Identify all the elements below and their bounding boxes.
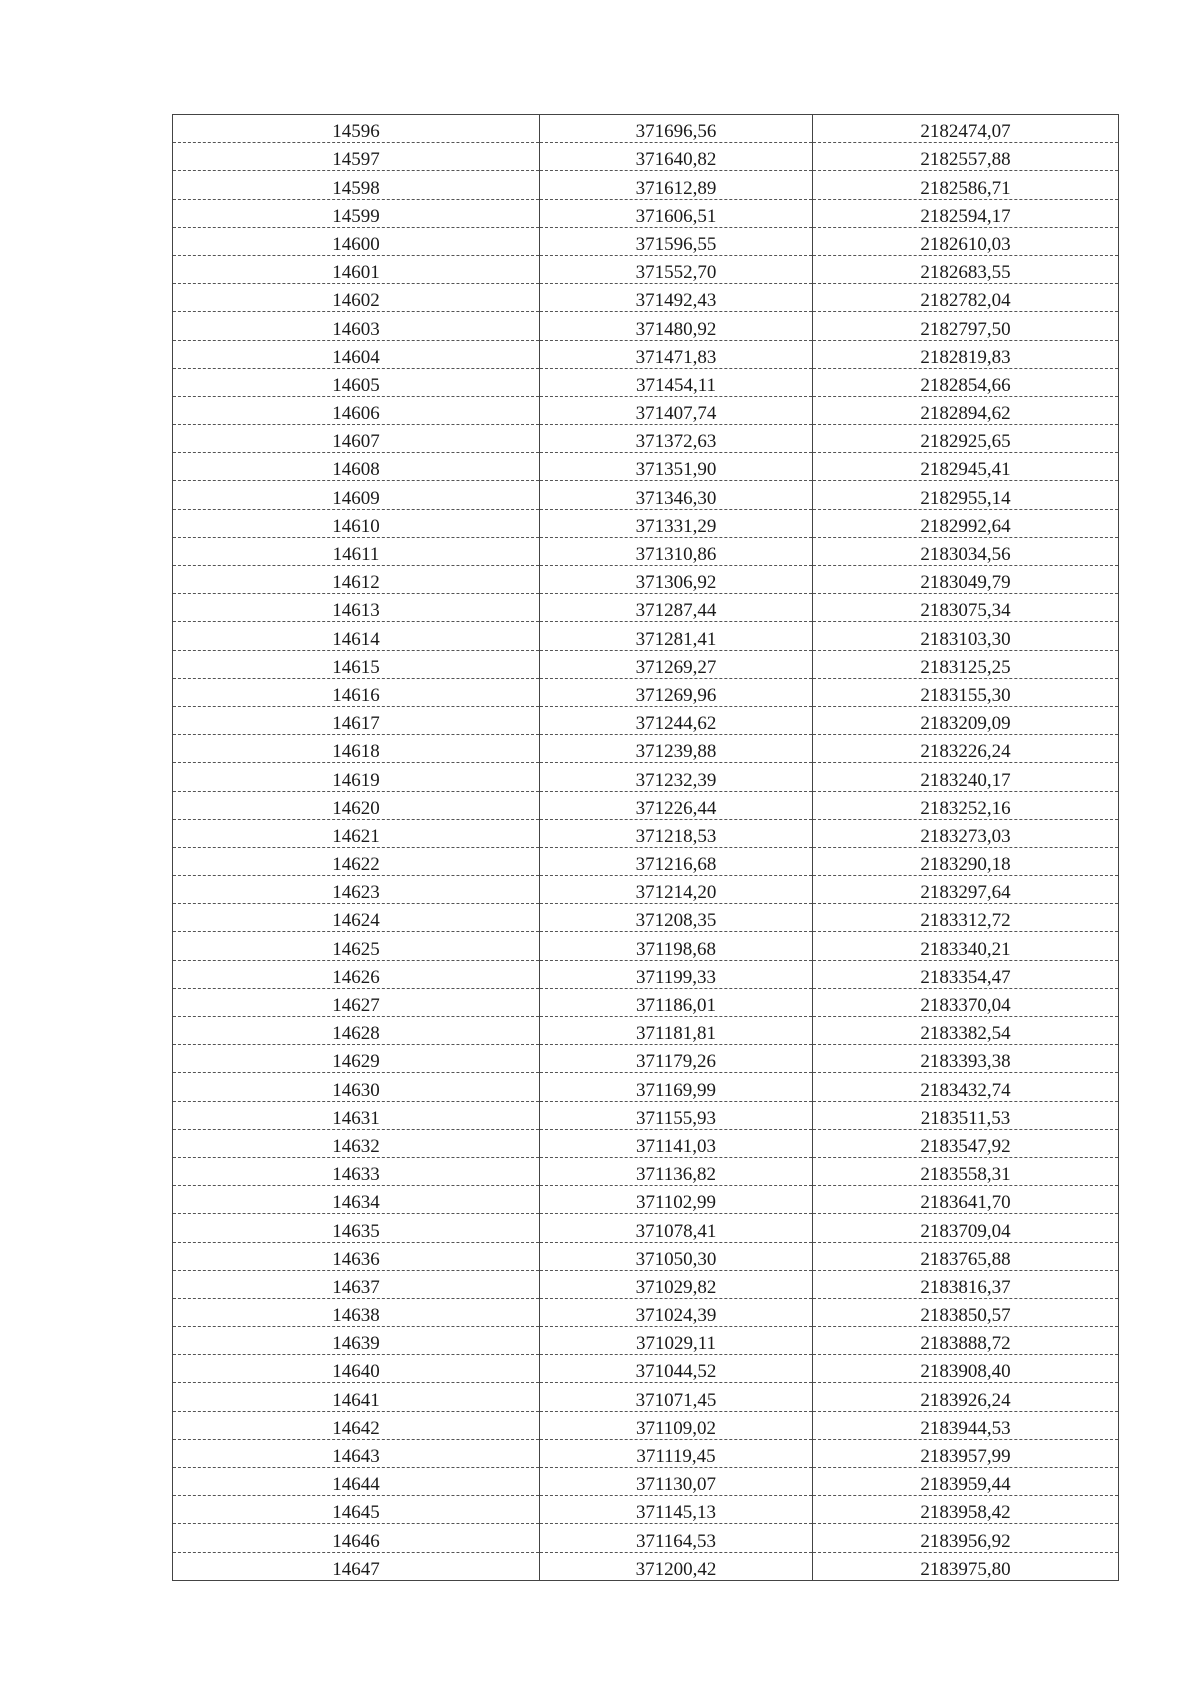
y-coordinate-cell: 2183209,09 (813, 706, 1119, 734)
y-coordinate-cell: 2183252,16 (813, 791, 1119, 819)
y-coordinate-cell: 2183226,24 (813, 735, 1119, 763)
y-coordinate-cell: 2183273,03 (813, 819, 1119, 847)
point-number-cell: 14609 (173, 481, 540, 509)
table-row (173, 453, 1119, 481)
x-coordinate-cell: 371346,30 (540, 481, 813, 509)
table-row (173, 847, 1119, 875)
point-number-cell: 14600 (173, 227, 540, 255)
table-row (173, 199, 1119, 227)
y-coordinate-cell: 2183959,44 (813, 1468, 1119, 1496)
y-coordinate-cell: 2183765,88 (813, 1242, 1119, 1270)
point-number-cell: 14639 (173, 1327, 540, 1355)
table-row (173, 1383, 1119, 1411)
point-number-cell: 14612 (173, 566, 540, 594)
y-coordinate-cell: 2183432,74 (813, 1073, 1119, 1101)
point-number-cell: 14633 (173, 1157, 540, 1185)
x-coordinate-cell: 371306,92 (540, 566, 813, 594)
y-coordinate-cell: 2182594,17 (813, 199, 1119, 227)
x-coordinate-cell: 371310,86 (540, 537, 813, 565)
x-coordinate-cell: 371169,99 (540, 1073, 813, 1101)
x-coordinate-cell: 371454,11 (540, 368, 813, 396)
y-coordinate-cell: 2183511,53 (813, 1101, 1119, 1129)
table-row (173, 988, 1119, 1016)
y-coordinate-cell: 2183956,92 (813, 1524, 1119, 1552)
table-row (173, 1524, 1119, 1552)
x-coordinate-cell: 371198,68 (540, 932, 813, 960)
point-number-cell: 14599 (173, 199, 540, 227)
point-number-cell: 14626 (173, 960, 540, 988)
table-row (173, 932, 1119, 960)
x-coordinate-cell: 371226,44 (540, 791, 813, 819)
y-coordinate-cell: 2183354,47 (813, 960, 1119, 988)
table-row (173, 1045, 1119, 1073)
y-coordinate-cell: 2182797,50 (813, 312, 1119, 340)
point-number-cell: 14628 (173, 1017, 540, 1045)
table-row (173, 312, 1119, 340)
coordinates-table-body (173, 115, 1119, 1581)
point-number-cell: 14603 (173, 312, 540, 340)
table-row (173, 706, 1119, 734)
y-coordinate-cell: 2183850,57 (813, 1298, 1119, 1326)
table-row (173, 171, 1119, 199)
point-number-cell: 14643 (173, 1439, 540, 1467)
table-row (173, 622, 1119, 650)
point-number-cell: 14637 (173, 1270, 540, 1298)
table-row (173, 1017, 1119, 1045)
table-row (173, 819, 1119, 847)
x-coordinate-cell: 371029,82 (540, 1270, 813, 1298)
point-number-cell: 14602 (173, 284, 540, 312)
table-row (173, 1411, 1119, 1439)
x-coordinate-cell: 371179,26 (540, 1045, 813, 1073)
x-coordinate-cell: 371181,81 (540, 1017, 813, 1045)
x-coordinate-cell: 371281,41 (540, 622, 813, 650)
y-coordinate-cell: 2183370,04 (813, 988, 1119, 1016)
x-coordinate-cell: 371216,68 (540, 847, 813, 875)
table-row (173, 594, 1119, 622)
y-coordinate-cell: 2183888,72 (813, 1327, 1119, 1355)
x-coordinate-cell: 371071,45 (540, 1383, 813, 1411)
x-coordinate-cell: 371186,01 (540, 988, 813, 1016)
table-row (173, 425, 1119, 453)
y-coordinate-cell: 2183103,30 (813, 622, 1119, 650)
y-coordinate-cell: 2183125,25 (813, 650, 1119, 678)
x-coordinate-cell: 371119,45 (540, 1439, 813, 1467)
y-coordinate-cell: 2183340,21 (813, 932, 1119, 960)
point-number-cell: 14606 (173, 396, 540, 424)
point-number-cell: 14641 (173, 1383, 540, 1411)
y-coordinate-cell: 2183297,64 (813, 876, 1119, 904)
point-number-cell: 14618 (173, 735, 540, 763)
y-coordinate-cell: 2182945,41 (813, 453, 1119, 481)
y-coordinate-cell: 2183547,92 (813, 1129, 1119, 1157)
table-row (173, 1496, 1119, 1524)
point-number-cell: 14616 (173, 678, 540, 706)
point-number-cell: 14631 (173, 1101, 540, 1129)
point-number-cell: 14627 (173, 988, 540, 1016)
point-number-cell: 14608 (173, 453, 540, 481)
x-coordinate-cell: 371269,27 (540, 650, 813, 678)
y-coordinate-cell: 2183382,54 (813, 1017, 1119, 1045)
point-number-cell: 14634 (173, 1186, 540, 1214)
y-coordinate-cell: 2183926,24 (813, 1383, 1119, 1411)
point-number-cell: 14632 (173, 1129, 540, 1157)
y-coordinate-cell: 2183034,56 (813, 537, 1119, 565)
y-coordinate-cell: 2182894,62 (813, 396, 1119, 424)
y-coordinate-cell: 2182474,07 (813, 115, 1119, 143)
y-coordinate-cell: 2183312,72 (813, 904, 1119, 932)
x-coordinate-cell: 371232,39 (540, 763, 813, 791)
y-coordinate-cell: 2183558,31 (813, 1157, 1119, 1185)
point-number-cell: 14597 (173, 143, 540, 171)
table-row (173, 1298, 1119, 1326)
x-coordinate-cell: 371239,88 (540, 735, 813, 763)
x-coordinate-cell: 371050,30 (540, 1242, 813, 1270)
table-row (173, 1157, 1119, 1185)
point-number-cell: 14642 (173, 1411, 540, 1439)
point-number-cell: 14629 (173, 1045, 540, 1073)
x-coordinate-cell: 371155,93 (540, 1101, 813, 1129)
table-row (173, 1552, 1119, 1580)
x-coordinate-cell: 371492,43 (540, 284, 813, 312)
y-coordinate-cell: 2182586,71 (813, 171, 1119, 199)
x-coordinate-cell: 371044,52 (540, 1355, 813, 1383)
point-number-cell: 14598 (173, 171, 540, 199)
table-row (173, 1101, 1119, 1129)
point-number-cell: 14625 (173, 932, 540, 960)
table-row (173, 1214, 1119, 1242)
table-row (173, 537, 1119, 565)
x-coordinate-cell: 371109,02 (540, 1411, 813, 1439)
x-coordinate-cell: 371102,99 (540, 1186, 813, 1214)
table-row (173, 143, 1119, 171)
x-coordinate-cell: 371029,11 (540, 1327, 813, 1355)
x-coordinate-cell: 371480,92 (540, 312, 813, 340)
x-coordinate-cell: 371136,82 (540, 1157, 813, 1185)
point-number-cell: 14624 (173, 904, 540, 932)
point-number-cell: 14611 (173, 537, 540, 565)
table-row (173, 115, 1119, 143)
y-coordinate-cell: 2183958,42 (813, 1496, 1119, 1524)
table-row (173, 340, 1119, 368)
table-row (173, 368, 1119, 396)
y-coordinate-cell: 2182955,14 (813, 481, 1119, 509)
x-coordinate-cell: 371372,63 (540, 425, 813, 453)
x-coordinate-cell: 371407,74 (540, 396, 813, 424)
x-coordinate-cell: 371199,33 (540, 960, 813, 988)
point-number-cell: 14644 (173, 1468, 540, 1496)
point-number-cell: 14614 (173, 622, 540, 650)
point-number-cell: 14615 (173, 650, 540, 678)
table-row (173, 960, 1119, 988)
x-coordinate-cell: 371200,42 (540, 1552, 813, 1580)
point-number-cell: 14617 (173, 706, 540, 734)
x-coordinate-cell: 371145,13 (540, 1496, 813, 1524)
table-row (173, 678, 1119, 706)
table-row (173, 1355, 1119, 1383)
table-row (173, 396, 1119, 424)
y-coordinate-cell: 2183641,70 (813, 1186, 1119, 1214)
point-number-cell: 14645 (173, 1496, 540, 1524)
point-number-cell: 14636 (173, 1242, 540, 1270)
table-row (173, 1242, 1119, 1270)
table-row (173, 509, 1119, 537)
y-coordinate-cell: 2182819,83 (813, 340, 1119, 368)
point-number-cell: 14638 (173, 1298, 540, 1326)
y-coordinate-cell: 2182992,64 (813, 509, 1119, 537)
table-row (173, 566, 1119, 594)
y-coordinate-cell: 2182610,03 (813, 227, 1119, 255)
y-coordinate-cell: 2183240,17 (813, 763, 1119, 791)
x-coordinate-cell: 371351,90 (540, 453, 813, 481)
point-number-cell: 14596 (173, 115, 540, 143)
point-number-cell: 14613 (173, 594, 540, 622)
table-row (173, 1327, 1119, 1355)
x-coordinate-cell: 371214,20 (540, 876, 813, 904)
x-coordinate-cell: 371287,44 (540, 594, 813, 622)
coordinates-table (172, 114, 1119, 1581)
x-coordinate-cell: 371141,03 (540, 1129, 813, 1157)
table-row (173, 735, 1119, 763)
y-coordinate-cell: 2182557,88 (813, 143, 1119, 171)
x-coordinate-cell: 371596,55 (540, 227, 813, 255)
point-number-cell: 14630 (173, 1073, 540, 1101)
x-coordinate-cell: 371640,82 (540, 143, 813, 171)
x-coordinate-cell: 371130,07 (540, 1468, 813, 1496)
point-number-cell: 14610 (173, 509, 540, 537)
point-number-cell: 14620 (173, 791, 540, 819)
table-row (173, 904, 1119, 932)
table-row (173, 255, 1119, 283)
x-coordinate-cell: 371244,62 (540, 706, 813, 734)
table-row (173, 1468, 1119, 1496)
table-row (173, 791, 1119, 819)
x-coordinate-cell: 371606,51 (540, 199, 813, 227)
table-row (173, 650, 1119, 678)
y-coordinate-cell: 2183908,40 (813, 1355, 1119, 1383)
x-coordinate-cell: 371164,53 (540, 1524, 813, 1552)
table-row (173, 284, 1119, 312)
y-coordinate-cell: 2183155,30 (813, 678, 1119, 706)
x-coordinate-cell: 371078,41 (540, 1214, 813, 1242)
table-row (173, 763, 1119, 791)
x-coordinate-cell: 371024,39 (540, 1298, 813, 1326)
y-coordinate-cell: 2183049,79 (813, 566, 1119, 594)
y-coordinate-cell: 2183393,38 (813, 1045, 1119, 1073)
x-coordinate-cell: 371218,53 (540, 819, 813, 847)
x-coordinate-cell: 371612,89 (540, 171, 813, 199)
point-number-cell: 14601 (173, 255, 540, 283)
point-number-cell: 14621 (173, 819, 540, 847)
point-number-cell: 14619 (173, 763, 540, 791)
y-coordinate-cell: 2182854,66 (813, 368, 1119, 396)
point-number-cell: 14623 (173, 876, 540, 904)
y-coordinate-cell: 2183957,99 (813, 1439, 1119, 1467)
y-coordinate-cell: 2183709,04 (813, 1214, 1119, 1242)
x-coordinate-cell: 371471,83 (540, 340, 813, 368)
x-coordinate-cell: 371552,70 (540, 255, 813, 283)
table-row (173, 1129, 1119, 1157)
table-row (173, 481, 1119, 509)
point-number-cell: 14646 (173, 1524, 540, 1552)
point-number-cell: 14607 (173, 425, 540, 453)
y-coordinate-cell: 2183075,34 (813, 594, 1119, 622)
point-number-cell: 14605 (173, 368, 540, 396)
y-coordinate-cell: 2182782,04 (813, 284, 1119, 312)
y-coordinate-cell: 2182925,65 (813, 425, 1119, 453)
point-number-cell: 14640 (173, 1355, 540, 1383)
x-coordinate-cell: 371331,29 (540, 509, 813, 537)
y-coordinate-cell: 2183944,53 (813, 1411, 1119, 1439)
table-row (173, 227, 1119, 255)
point-number-cell: 14635 (173, 1214, 540, 1242)
y-coordinate-cell: 2183290,18 (813, 847, 1119, 875)
point-number-cell: 14622 (173, 847, 540, 875)
table-row (173, 1439, 1119, 1467)
table-row (173, 1073, 1119, 1101)
point-number-cell: 14647 (173, 1552, 540, 1580)
point-number-cell: 14604 (173, 340, 540, 368)
y-coordinate-cell: 2183816,37 (813, 1270, 1119, 1298)
y-coordinate-cell: 2182683,55 (813, 255, 1119, 283)
x-coordinate-cell: 371208,35 (540, 904, 813, 932)
x-coordinate-cell: 371269,96 (540, 678, 813, 706)
x-coordinate-cell: 371696,56 (540, 115, 813, 143)
y-coordinate-cell: 2183975,80 (813, 1552, 1119, 1580)
table-row (173, 1270, 1119, 1298)
table-row (173, 1186, 1119, 1214)
table-row (173, 876, 1119, 904)
